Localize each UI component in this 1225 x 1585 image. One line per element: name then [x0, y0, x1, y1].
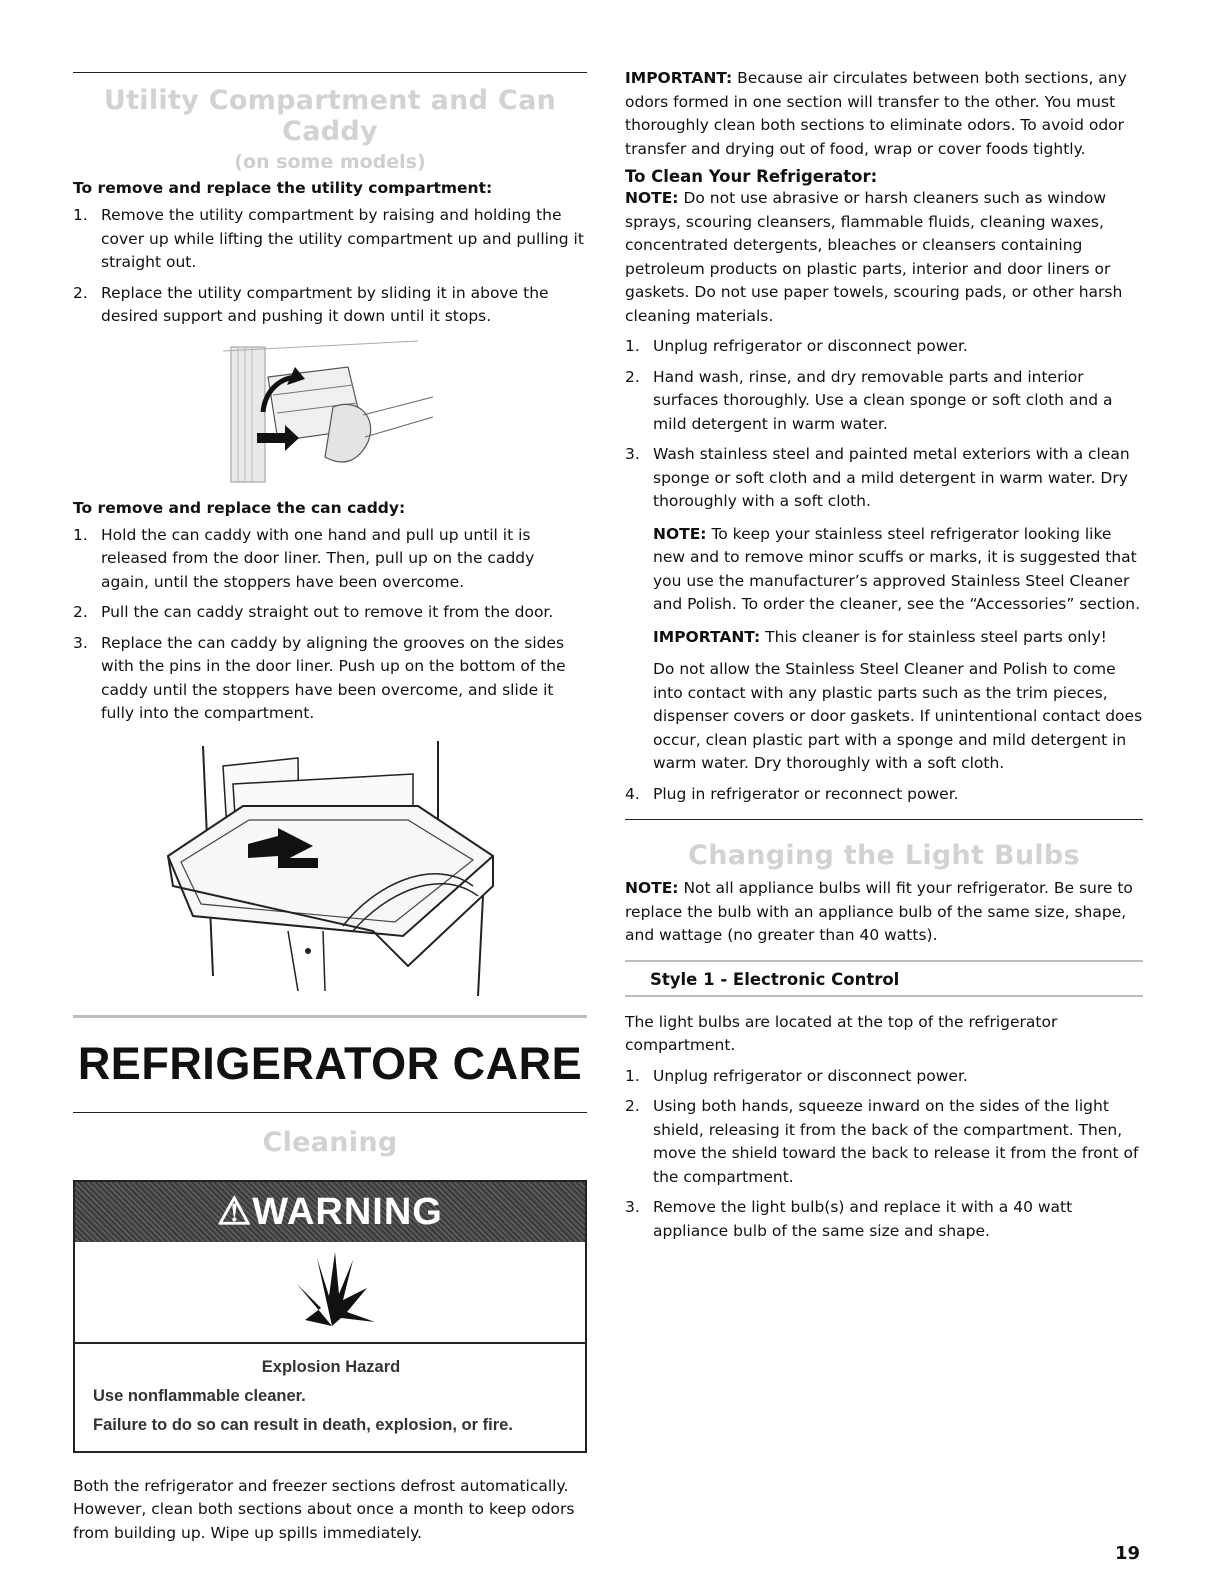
- list-item: 2. Replace the utility compartment by sliding it in above the desired support and pushing it down until it stops.: [73, 283, 549, 325]
- list-item: 1. Unplug refrigerator or disconnect power.: [625, 1066, 968, 1085]
- utility-steps-list: [73, 204, 587, 329]
- list-item: 2. Pull the can caddy straight out to remove it from the door.: [73, 603, 554, 621]
- note-text: To keep your stainless steel refrigerator looking like new and to remove minor scuffs or marks, it is suggested that you use the manufacturer’s approved Stainless Steel Cleaner and Polish. To order the cleaner, see the “Accessories” section.: [653, 524, 1141, 613]
- section-divider: [73, 1112, 587, 1113]
- section-divider: [625, 819, 1143, 820]
- clean-refrigerator-heading: To Clean Your Refrigerator:: [625, 167, 878, 186]
- explosion-icon-area: [75, 1242, 585, 1344]
- note-label: NOTE:: [625, 189, 679, 207]
- can-caddy-steps-list: [73, 524, 587, 726]
- stainless-important-paragraph: [625, 626, 1143, 650]
- important-paragraph: [625, 67, 1143, 161]
- utility-section-subtitle: (on some models): [234, 151, 426, 173]
- can-caddy-illustration: [73, 736, 587, 1001]
- list-item: 2. Using both hands, squeeze inward on the sides of the light shield, releasing it from the back of the compartment. Then, move the shield toward the back to release it from the front of the compartment.: [625, 1097, 1139, 1186]
- cleaner-note-paragraph: [625, 187, 1143, 328]
- list-item: 3. Wash stainless steel and painted metal exteriors with a clean sponge or soft cloth and a mild detergent in warm water. Dry thoroughly with a soft cloth.: [625, 445, 1130, 510]
- cleaning-steps-list-end: [625, 783, 1143, 807]
- utility-remove-heading: To remove and replace the utility compartment:: [73, 179, 493, 197]
- left-column: [73, 0, 587, 1545]
- style-1-heading: Style 1 - Electronic Control: [650, 969, 900, 989]
- warning-triangle-icon: ⚠: [217, 1190, 253, 1233]
- list-item: 1. Unplug refrigerator or disconnect power.: [625, 337, 968, 355]
- note-label: NOTE:: [653, 524, 707, 543]
- list-item: 1. Hold the can caddy with one hand and pull up until it is released from the door liner. Then, pull up on the caddy again, until the stoppers have been overcome.: [73, 525, 535, 591]
- list-item: 3. Replace the can caddy by aligning the grooves on the sides with the pins in the door liner. Push up on the bottom of the caddy until the stoppers have been overcome, and slide it fully into the compartment.: [73, 633, 566, 722]
- refrigerator-care-title: REFRIGERATOR CARE: [77, 1037, 583, 1089]
- note-label: NOTE:: [625, 879, 679, 897]
- bulb-steps-list: [625, 1065, 1143, 1244]
- warning-line-2: Failure to do so can result in death, explosion, or fire.: [93, 1415, 513, 1434]
- cleaning-section-title: Cleaning: [262, 1126, 398, 1158]
- stainless-note-paragraph: [625, 523, 1143, 617]
- light-bulbs-section-title: Changing the Light Bulbs: [688, 840, 1080, 871]
- right-column: [625, 0, 1143, 1243]
- important-text: This cleaner is for stainless steel parts only!: [760, 627, 1107, 646]
- utility-compartment-illustration: [73, 337, 587, 487]
- note-text: Not all appliance bulbs will fit your refrigerator. Be sure to replace the bulb with an appliance bulb of the same size, shape, and wattage (no greater than 40 watts).: [625, 879, 1133, 944]
- important-label: IMPORTANT:: [653, 627, 761, 646]
- warning-text-area: [75, 1344, 585, 1451]
- list-item: 1. Remove the utility compartment by raising and holding the cover up while lifting the utility compartment up and pulling it straight out.: [73, 206, 584, 271]
- warning-banner: [75, 1182, 585, 1242]
- list-item: 4. Plug in refrigerator or reconnect power.: [625, 784, 959, 803]
- bulbs-note-paragraph: [625, 877, 1143, 948]
- bulbs-location-paragraph: The light bulbs are located at the top of the refrigerator compartment.: [625, 1012, 1058, 1054]
- important-label: IMPORTANT:: [625, 69, 733, 87]
- page-number: 19: [1114, 1543, 1140, 1564]
- warning-line-1: Use nonflammable cleaner.: [93, 1386, 306, 1405]
- section-divider: [73, 1015, 587, 1018]
- warning-box: [73, 1180, 587, 1453]
- can-caddy-heading: To remove and replace the can caddy:: [73, 498, 406, 517]
- cleaning-steps-list: [625, 335, 1143, 514]
- important-text: Because air circulates between both sections, any odors formed in one section will transfer to the other. You must thoroughly clean both sections to eliminate odors. To avoid odor transfer and drying out of food, wrap or cover foods tightly.: [625, 69, 1127, 158]
- list-item: 3. Remove the light bulb(s) and replace it with a 40 watt appliance bulb of the same size and shape.: [625, 1198, 1073, 1240]
- defrost-paragraph: Both the refrigerator and freezer sections defrost automatically. However, clean both sections about once a month to keep odors from building up. Wipe up spills immediately.: [73, 1476, 575, 1542]
- explosion-icon: [287, 1248, 377, 1338]
- warning-hazard-title: Explosion Hazard: [261, 1357, 401, 1376]
- section-divider: [73, 72, 587, 73]
- stainless-contact-paragraph: Do not allow the Stainless Steel Cleaner and Polish to come into contact with any plastic parts such as the trim pieces, dispenser covers or door gaskets. If unintentional contact does occur, clean plastic part with a sponge and mild detergent in warm water. Dry thoroughly with a soft cloth.: [653, 660, 1143, 772]
- style-divider-bottom: [625, 995, 1143, 997]
- utility-section-title: Utility Compartment and Can Caddy: [103, 85, 557, 147]
- note-text: Do not use abrasive or harsh cleaners such as window sprays, scouring cleansers, flammable fluids, cleaning waxes, concentrated detergents, bleaches or cleansers containing petroleum products on plastic parts, interior and door liners or gaskets. Do not use paper towels, scouring pads, or other harsh cleaning materials.: [625, 189, 1123, 325]
- list-item: 2. Hand wash, rinse, and dry removable parts and interior surfaces thoroughly. Use a clean sponge or soft cloth and a mild detergent in warm water.: [625, 367, 1113, 433]
- warning-banner-label: WARNING: [252, 1190, 443, 1233]
